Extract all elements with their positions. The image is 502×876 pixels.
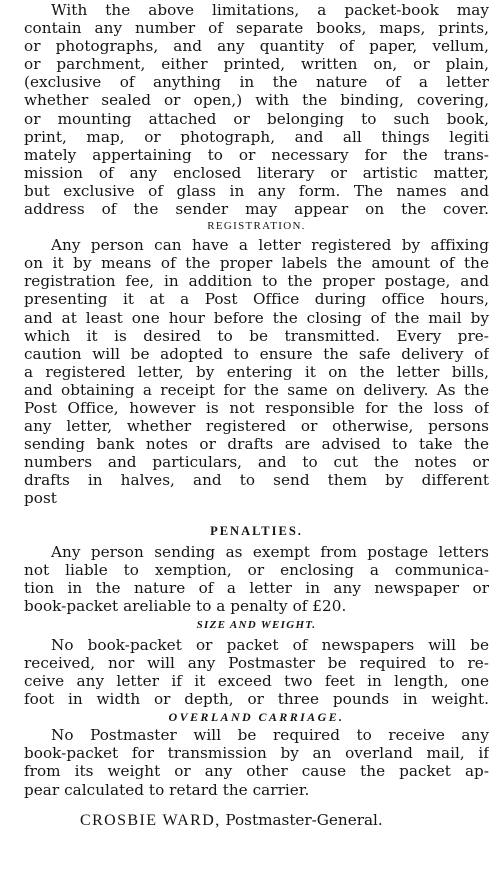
heading-penalties: PENALTIES. (210, 523, 303, 538)
text-line: mately appertaining to or necessary for the trans- (24, 145, 489, 164)
text-line: caution will be adopted to ensure the safe delivery of (24, 344, 489, 363)
text-line: a registered letter, by entering it on the letter bills, (24, 362, 489, 381)
text-line: With the above limitations, a packet-book may (51, 1, 489, 19)
paragraph-penalties (24, 543, 489, 615)
text-line: not liable to xemption, or enclosing a communica- (24, 560, 489, 579)
text-line: contain any number of separate books, maps, prints, (24, 19, 489, 38)
text-line: tion in the nature of a letter in any newspaper or (24, 578, 489, 597)
heading-registration: REGISTRATION. (207, 220, 306, 233)
text-line: which it is desired to be transmitted. Every pre- (24, 326, 489, 345)
text-line: mission of any enclosed literary or artistic matter, (24, 163, 489, 182)
text-line: pear calculated to retard the carrier. (24, 780, 310, 799)
paragraph-registration (24, 236, 489, 507)
text-line: book-packet for transmission by an overland mail, if (24, 744, 489, 763)
text-line: and obtaining a receipt for the same on delivery. As the (24, 380, 489, 399)
text-line: numbers and particulars, and to cut the notes or (24, 453, 489, 472)
text-line: address of the sender may appear on the cover. (24, 200, 489, 219)
text-line: No book-packet or packet of newspapers will be (51, 635, 489, 654)
text-line: on it by means of the proper labels the amount of the (24, 254, 489, 273)
paragraph-size-and-weight (24, 636, 489, 708)
text-line: Post Office, however is not responsible for the loss of (24, 398, 489, 417)
text-line: (exclusive of anything in the nature of a letter (24, 73, 489, 92)
text-line: or parchment, either printed, written on, or plain, (24, 55, 489, 74)
signature (24, 810, 489, 831)
text-line: ceive any letter if it exceed two feet in length, one (24, 672, 489, 691)
signature-title: Postmaster-General. (225, 810, 383, 829)
text-line: but exclusive of glass in any form. The names and (24, 181, 489, 200)
text-line: drafts in halves, and to send them by different (24, 471, 489, 490)
text-line: post (24, 489, 57, 508)
signature-name: CROSBIE WARD, (80, 811, 221, 829)
text-line: book-packet areliable to a penalty of £20. (24, 596, 347, 615)
text-line: received, nor will any Postmaster be required to re- (24, 654, 489, 672)
text-line: any letter, whether registered or otherwise, persons (24, 417, 489, 436)
text-line: print, map, or photograph, and all things legiti (24, 127, 489, 146)
paragraph-limitations (24, 1, 489, 218)
paragraph-overland-carriage (24, 726, 489, 798)
text-line: foot in width or depth, or three pounds in weight. (24, 690, 489, 709)
text-line: Any person can have a letter registered by affixing (51, 236, 489, 255)
text-line: from its weight or any other cause the packet ap- (24, 762, 489, 781)
heading-size-and-weight: SIZE AND WEIGHT. (196, 618, 317, 631)
text-line: and at least one hour before the closing of the mail by (24, 308, 489, 327)
heading-overland-carriage: OVERLAND CARRIAGE. (168, 710, 345, 725)
text-line: No Postmaster will be required to receive any (51, 726, 489, 745)
text-line: presenting it at a Post Office during office hours, (24, 290, 489, 309)
text-line: registration fee, in addition to the proper postage, and (24, 272, 489, 291)
text-line: whether sealed or open,) with the binding, covering, (24, 91, 489, 110)
text-line: or mounting attached or belonging to such book, (24, 109, 489, 128)
text-line: or photographs, and any quantity of paper, vellum, (24, 37, 489, 56)
text-line: Any person sending as exempt from postage letters (51, 542, 489, 561)
text-line: sending bank notes or drafts are advised to take the (24, 435, 489, 454)
